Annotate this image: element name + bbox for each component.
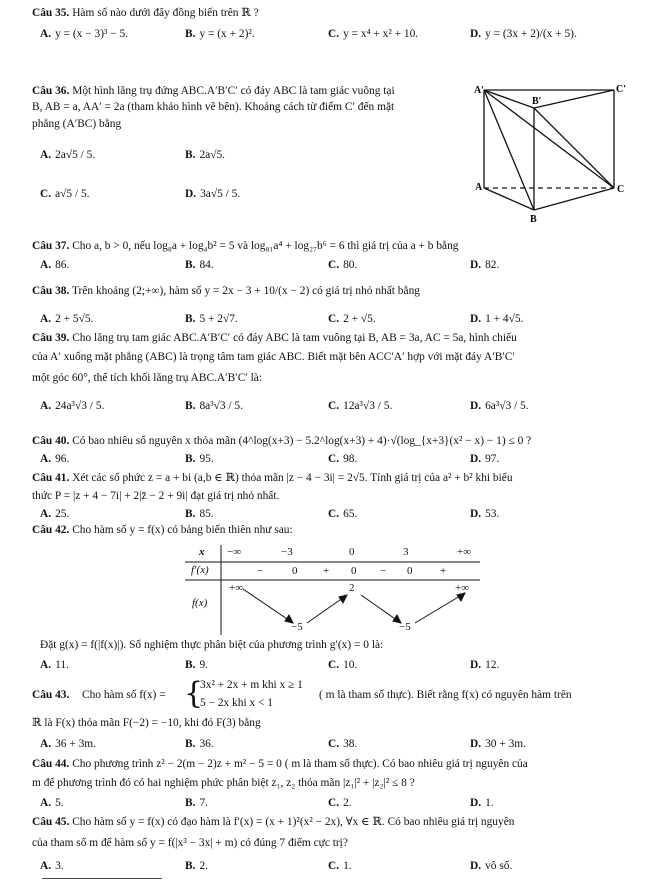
x-value: 0 <box>349 546 355 558</box>
option-c[interactable]: C. 2 + √5. <box>328 313 376 325</box>
question-43 <box>32 677 632 717</box>
option-a[interactable]: A. 2 + 5√5. <box>40 313 94 325</box>
question-text: ( m là tham số thực). Biết rằng f(x) có nguyên hàm trên <box>319 689 572 701</box>
option-b[interactable]: B. 84. <box>185 259 214 271</box>
option-c[interactable]: C. 65. <box>328 508 358 520</box>
option-a[interactable]: A. 86. <box>40 259 70 271</box>
option-b[interactable]: B. 95. <box>185 453 214 465</box>
question-text: Cho lăng trụ tam giác ABC.A′B′C′ có đáy ABC là tam vuông tại B, AB = 3a, AC = 5a, hình chiếu <box>72 332 517 344</box>
sign-cell: 0 <box>292 565 298 577</box>
options-40 <box>0 451 650 467</box>
question-label: Câu 38. <box>32 285 70 297</box>
vertex-a1-label: A′ <box>474 85 485 96</box>
options-35 <box>0 26 650 42</box>
option-d[interactable]: D. 1 + 4√5. <box>470 313 524 325</box>
sign-cell: − <box>380 565 387 577</box>
question-label: Câu 37. <box>32 240 70 252</box>
option-d[interactable]: D. 1. <box>470 797 494 809</box>
option-d[interactable]: D. 97. <box>470 453 500 465</box>
vertex-a-label: A <box>475 182 483 193</box>
option-a[interactable]: A. 3. <box>40 860 64 872</box>
question-label: Câu 36. <box>32 85 70 97</box>
f-value: −5 <box>291 621 303 633</box>
option-b[interactable]: B. 36. <box>185 738 214 750</box>
question-label: Câu 35. <box>32 7 70 19</box>
question-43-line2: ℝ là F(x) thỏa mãn F(−2) = −10, khi đó F(3) bằng <box>32 717 261 729</box>
option-a[interactable]: A. 24a³√3 / 5. <box>40 400 105 412</box>
question-42-after: Đặt g(x) = f(|f(x)|). Số nghiệm thực phân biệt của phương trình g′(x) = 0 là: <box>40 639 384 651</box>
vertex-b1-label: B′ <box>532 96 542 107</box>
options-42 <box>0 657 650 673</box>
x-value: −3 <box>281 546 293 558</box>
variation-table <box>185 545 480 635</box>
question-35 <box>32 6 630 21</box>
footer-divider <box>42 878 162 879</box>
option-c[interactable]: C. 12a³√3 / 5. <box>328 400 393 412</box>
question-label: Câu 45. <box>32 816 70 828</box>
option-d[interactable]: D. vô số. <box>470 860 513 872</box>
option-a[interactable]: A. 2a√5 / 5. <box>40 149 96 161</box>
option-b[interactable]: B. 8a³√3 / 5. <box>185 400 243 412</box>
question-39-line2: của A′ xuống mặt phẳng (ABC) là trọng tâm tam giác ABC. Biết mặt bên ACC′A′ hợp với mặt đáy A′B′C′ <box>32 351 515 363</box>
option-b[interactable]: B. 7. <box>185 797 208 809</box>
option-b[interactable]: B. 5 + 2√7. <box>185 313 238 325</box>
option-c[interactable]: C. a√5 / 5. <box>40 188 90 200</box>
x-value: +∞ <box>457 546 472 558</box>
option-c[interactable]: C. 38. <box>328 738 358 750</box>
question-text: Xét các số phức z = a + bi (a,b ∈ ℝ) thỏa mãn |z − 4 − 3i| = 2√5. Tính giá trị của a² + b² khi biểu <box>72 472 513 484</box>
options-45 <box>0 858 650 874</box>
option-c[interactable]: C. 2. <box>328 797 352 809</box>
question-label: Câu 40. <box>32 435 70 447</box>
option-a[interactable]: A. 25. <box>40 508 70 520</box>
question-37 <box>32 239 630 254</box>
prism-figure <box>474 84 627 225</box>
option-c[interactable]: C. 80. <box>328 259 358 271</box>
fprime-label: f′(x) <box>191 564 209 576</box>
question-label: Câu 43. <box>32 689 70 701</box>
sign-cell: 0 <box>351 565 357 577</box>
option-a[interactable]: A. 96. <box>40 453 70 465</box>
question-40 <box>32 434 630 449</box>
options-41 <box>0 506 650 522</box>
question-label: Câu 39. <box>32 332 70 344</box>
question-text: Một hình lăng trụ đứng ABC.A′B′C′ có đáy ABC là tam giác vuông tại <box>72 85 395 97</box>
brace: { <box>184 676 204 711</box>
option-a[interactable]: A. 36 + 3m. <box>40 738 96 750</box>
question-44-line2: m để phương trình đó có hai nghiệm phức phân biệt z₁, z₂ thỏa mãn |z₁|² + |z₂|² ≤ 8 ? <box>32 777 415 789</box>
question-45-line2: của tham số m để hàm số y = f(|x³ − 3x| + m) có đúng 7 điểm cực trị? <box>32 837 348 849</box>
options-39 <box>0 398 650 414</box>
question-41 <box>32 471 513 486</box>
x-value: 3 <box>403 546 409 558</box>
option-b[interactable]: B. 2. <box>185 860 208 872</box>
question-41-line2: thức P = |z + 4 − 7i| + 2|z̄ − 2 + 9i| đạt giá trị nhỏ nhất. <box>32 490 280 502</box>
f-value: −5 <box>399 621 411 633</box>
x-label: x <box>199 546 205 558</box>
question-label: Câu 44. <box>32 758 70 770</box>
option-d[interactable]: D. 3a√5 / 5. <box>185 188 241 200</box>
vertex-c-label: C <box>617 184 625 195</box>
f-label: f(x) <box>192 597 208 609</box>
piecewise-case-1: 3x² + 2x + m khi x ≥ 1 <box>200 679 303 691</box>
option-c[interactable]: C. 10. <box>328 659 358 671</box>
option-d[interactable]: D. 82. <box>470 259 500 271</box>
options-37 <box>0 257 650 273</box>
question-label: Câu 41. <box>32 472 70 484</box>
option-d[interactable]: D. 30 + 3m. <box>470 738 526 750</box>
vertex-c1-label: C′ <box>616 84 627 95</box>
question-text: Cho a, b > 0, nếu log₈a + log₄b² = 5 và log₈₁a⁴ + log₂₇b⁶ = 6 thì giá trị của a + b bằng <box>72 240 459 252</box>
piecewise-prefix: Cho hàm số f(x) = <box>82 689 166 701</box>
options-44 <box>0 795 650 811</box>
option-d[interactable]: D. y = (3x + 2)/(x + 5). <box>470 28 577 40</box>
option-c[interactable]: C. 98. <box>328 453 358 465</box>
question-44 <box>32 757 528 772</box>
x-value: −∞ <box>227 546 242 558</box>
sign-cell: + <box>323 565 330 577</box>
piecewise-case-2: 5 − 2x khi x < 1 <box>200 697 273 709</box>
f-value: 2 <box>349 582 355 594</box>
option-a[interactable]: A. 11. <box>40 659 69 671</box>
question-36 <box>32 84 395 99</box>
question-text: Có bao nhiêu số nguyên x thỏa mãn (4^log(x+3) − 5.2^log(x+3) + 4)·√(log_{x+3}(x² − x) − 1) ≤ 0 ? <box>72 435 532 447</box>
question-label: Câu 42. <box>32 524 70 536</box>
question-text: Cho hàm số y = f(x) có bảng biến thiên như sau: <box>72 524 293 536</box>
sign-cell: − <box>257 565 264 577</box>
question-45 <box>32 815 514 830</box>
option-a[interactable]: A. y = (x − 3)³ − 5. <box>40 28 129 40</box>
option-b[interactable]: B. 2a√5. <box>185 149 225 161</box>
option-b[interactable]: B. 85. <box>185 508 214 520</box>
question-text: Cho phương trình z² − 2(m − 2)z + m² − 5 = 0 ( m là tham số thực). Có bao nhiêu giá trị nguyên của <box>72 758 528 770</box>
options-43 <box>0 736 650 752</box>
question-text: Cho hàm số y = f(x) có đạo hàm là f′(x) = (x + 1)²(x² − 2x), ∀x ∈ ℝ. Có bao nhiêu giá trị nguyên <box>72 816 515 828</box>
question-39 <box>32 331 517 346</box>
option-c[interactable]: C. 1. <box>328 860 352 872</box>
option-d[interactable]: D. 12. <box>470 659 500 671</box>
question-36-line3: phẳng (A′BC) bằng <box>32 118 122 130</box>
sign-cell: 0 <box>407 565 413 577</box>
option-b[interactable]: B. 9. <box>185 659 208 671</box>
question-38 <box>32 284 630 299</box>
option-a[interactable]: A. 5. <box>40 797 64 809</box>
f-value: +∞ <box>455 582 470 594</box>
vertex-b-label: B <box>530 214 537 225</box>
question-text: Trên khoảng (2;+∞), hàm số y = 2x − 3 + 10/(x − 2) có giá trị nhỏ nhất bằng <box>72 285 420 297</box>
option-b[interactable]: B. y = (x + 2)². <box>185 28 255 40</box>
sign-cell: + <box>440 565 447 577</box>
option-c[interactable]: C. y = x⁴ + x² + 10. <box>328 28 419 40</box>
question-text: Hàm số nào dưới đây đồng biến trên ℝ ? <box>72 7 259 19</box>
option-d[interactable]: D. 6a³√3 / 5. <box>470 400 529 412</box>
option-d[interactable]: D. 53. <box>470 508 500 520</box>
question-39-line3: một góc 60°, thể tích khối lăng trụ ABC.A′B′C′ là: <box>32 372 263 384</box>
options-38 <box>0 311 650 327</box>
question-36-line2: B, AB = a, AA′ = 2a (tham khảo hình vẽ bên). Khoảng cách từ điểm C′ đến mặt <box>32 101 395 113</box>
question-42 <box>32 523 630 538</box>
f-value: +∞ <box>229 582 244 594</box>
